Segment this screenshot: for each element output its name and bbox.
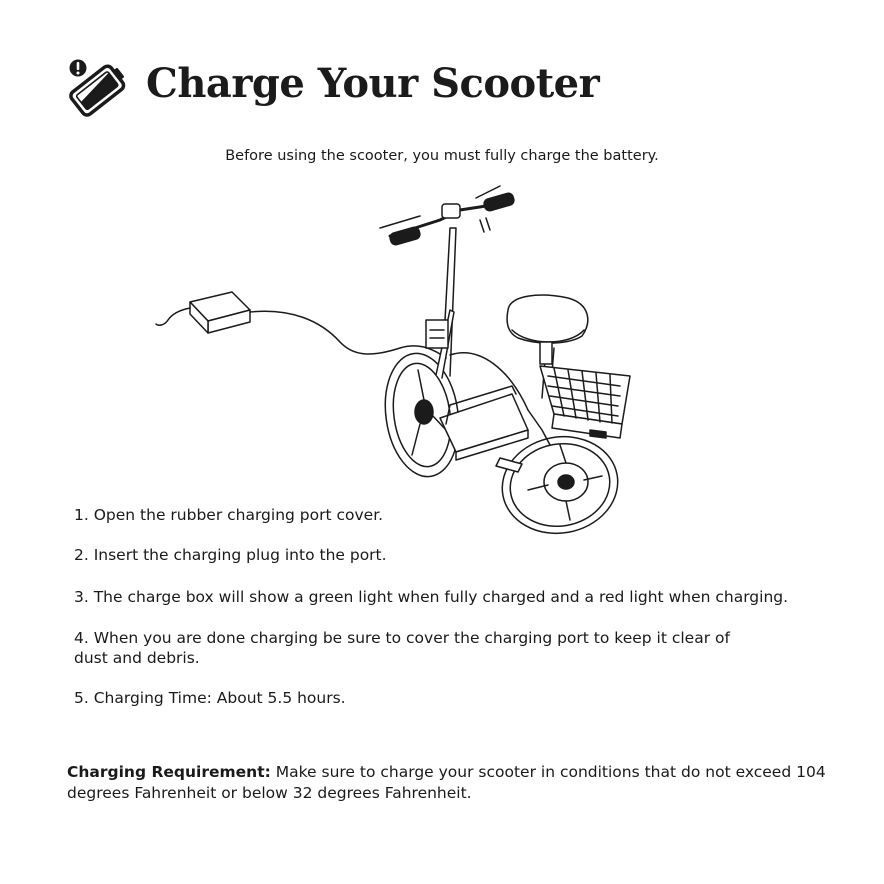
page-title: Charge Your Scooter bbox=[146, 60, 600, 107]
step-5: 5. Charging Time: About 5.5 hours. bbox=[74, 689, 346, 707]
step-4: 4. When you are done charging be sure to cover the charging port to keep it clear of dust and debris. bbox=[74, 629, 730, 667]
seat-icon bbox=[507, 295, 588, 364]
requirement-label: Charging Requirement: bbox=[67, 763, 271, 781]
intro-text: Before using the scooter, you must fully charge the battery. bbox=[225, 148, 659, 164]
charger-box-icon bbox=[156, 292, 446, 358]
basket-icon bbox=[540, 366, 630, 438]
step-3: 3. The charge box will show a green light when fully charged and a red light when charging. bbox=[74, 588, 789, 606]
step-1: 1. Open the rubber charging port cover. bbox=[74, 506, 384, 524]
scooter-charging-illustration bbox=[150, 180, 650, 540]
battery-warning-icon bbox=[64, 56, 128, 118]
step-2: 2. Insert the charging plug into the port. bbox=[74, 546, 387, 564]
handlebar-icon bbox=[380, 186, 515, 246]
charging-requirement bbox=[67, 762, 827, 804]
requirement-text: Make sure to charge your scooter in conditions that do not exceed 104 degrees Fahrenheit or below 32 degrees Fahrenheit. bbox=[67, 763, 826, 802]
